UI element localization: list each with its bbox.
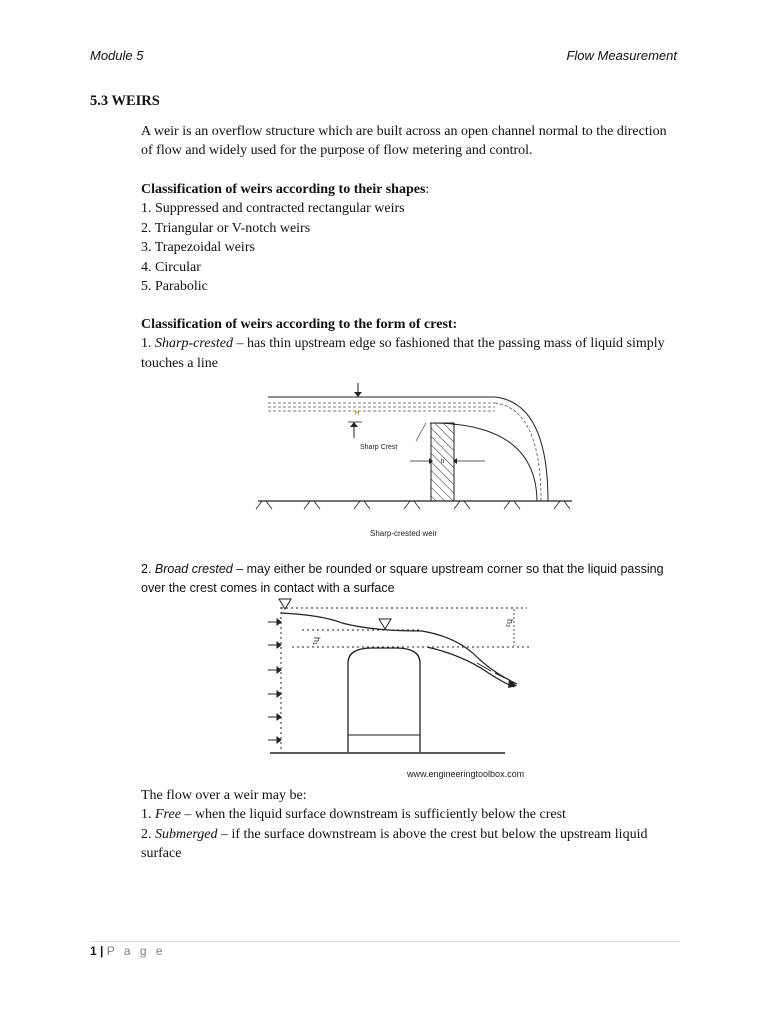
list-item: 3. Trapezoidal weirs <box>141 240 255 256</box>
crest-item-number: 1. <box>141 336 155 352</box>
intro-paragraph: A weir is an overflow structure which are built across an open channel normal to the direction of flow and widely used for the purpose of flow metering and control. <box>141 124 667 159</box>
shapes-heading-text: Classification of weirs according to their shapes <box>141 182 426 197</box>
crest-item-term: Broad crested <box>154 562 233 576</box>
list-item: 2. Triangular or V-notch weirs <box>141 220 311 236</box>
fig2-h1-label: h₁ <box>312 637 322 646</box>
page-number: 1 <box>90 944 97 958</box>
fig1-h-label: H <box>355 411 360 417</box>
flow-item-term: Free <box>155 807 181 823</box>
flow-item-free <box>141 805 681 824</box>
page-footer <box>90 944 166 958</box>
shapes-section <box>141 180 681 296</box>
section-title: 5.3 WEIRS <box>90 93 160 109</box>
fig2-credit: www.engineeringtoolbox.com <box>407 769 525 779</box>
fig1-b-label: b <box>441 459 445 465</box>
fig2-h2-label: h₂ <box>505 619 515 628</box>
list-item: 4. Circular <box>141 259 201 275</box>
list-item: 1. Suppressed and contracted rectangular weirs <box>141 201 405 217</box>
flow-item-number: 2. <box>141 826 155 842</box>
footer-separator: | <box>96 944 107 958</box>
flow-item-term: Submerged <box>155 826 218 842</box>
crest-item-broad <box>141 560 681 598</box>
crest-item-text: – has thin upstream edge so fashioned that the passing mass of liquid simply touches a line <box>141 336 665 371</box>
header-module: Module 5 <box>90 48 144 63</box>
inflow-arrows <box>268 619 281 743</box>
header-title: Flow Measurement <box>566 48 677 63</box>
crest-item-text: – may either be rounded or square upstream corner so that the liquid passing over the crest comes in contact with a surface <box>141 562 664 595</box>
crest-section <box>141 315 681 373</box>
sharp-crested-weir-figure <box>250 383 580 543</box>
crest-item-term: Sharp-crested <box>155 336 234 352</box>
ground-hatching <box>256 501 570 509</box>
flow-item-text: – if the surface downstream is above the crest but below the upstream liquid surface <box>141 826 648 862</box>
flow-section <box>141 786 681 864</box>
fig1-caption: Sharp-crested weir <box>370 529 438 538</box>
flow-item-number: 1. <box>141 807 155 823</box>
flow-intro: The flow over a weir may be: <box>141 788 307 803</box>
crest-item-number: 2. <box>141 562 155 576</box>
shapes-heading <box>141 180 681 199</box>
broad-crested-weir-figure <box>262 597 542 782</box>
page-word: P a g e <box>106 944 166 958</box>
flow-item-text: – when the liquid surface downstream is sufficiently below the crest <box>180 807 566 823</box>
shapes-heading-colon: : <box>425 182 430 197</box>
crest-item-sharp <box>141 334 681 373</box>
fig1-sharp-crest-label: Sharp Crest <box>360 444 398 451</box>
list-item: 5. Parabolic <box>141 279 208 295</box>
crest-heading: Classification of weirs according to the form of crest: <box>141 317 458 332</box>
flow-item-submerged <box>141 825 681 864</box>
footer-divider <box>90 941 680 942</box>
